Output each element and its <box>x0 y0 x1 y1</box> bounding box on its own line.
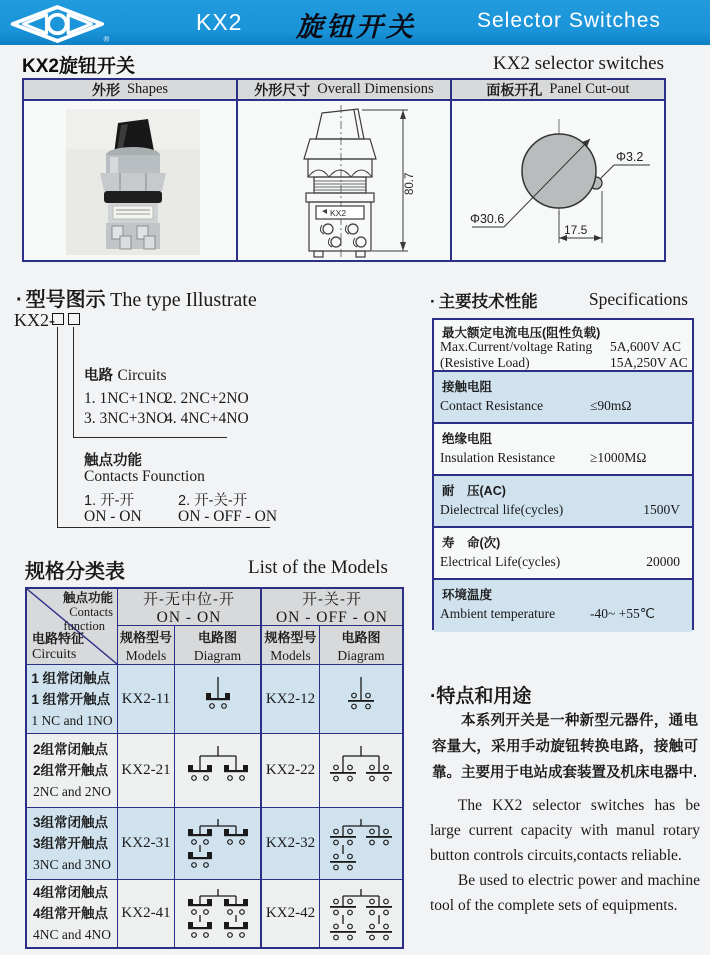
features-title-zh: 特点和用途 <box>436 686 532 707</box>
height-dimension-label: 80.7 <box>404 172 416 195</box>
type-illustrate-heading <box>16 283 257 312</box>
circuit-diagram-cell <box>320 665 402 734</box>
subheader-diagram-en: Diagram <box>193 647 242 663</box>
model-number: KX2-32 <box>265 835 316 851</box>
label-line2: 2组常开触点 <box>33 763 109 778</box>
model-number-cell <box>262 734 320 808</box>
specifications-heading <box>430 288 694 312</box>
specifications-title-en: Specifications <box>588 289 688 309</box>
spec-value-2: 15A,250V AC <box>610 355 688 370</box>
subtitle-zh: KX2旋钮开关 <box>22 56 135 77</box>
spec-value: 5A,600V AC <box>610 339 682 354</box>
spec-label-en: Insulation Resistance <box>440 450 556 465</box>
circuit-symbol <box>317 669 405 729</box>
features-paragraph-zh: 本系列开关是一种新型元器件，通电容量大，采用手动旋钮转换电路，接触可靠。主要用于电站成套装置及机床电器中. <box>432 713 698 781</box>
spec-label-zh: 接触电阻 <box>442 380 493 394</box>
type-illustrate-title-zh: 型号图示 <box>25 289 106 311</box>
model-number: KX2-42 <box>265 905 316 921</box>
label-line2: 1 组常开触点 <box>31 691 111 707</box>
registered-mark: ® <box>103 34 110 44</box>
bullet: · <box>16 289 23 311</box>
circuit-symbol <box>174 814 262 874</box>
label-line1: 2组常闭触点 <box>33 742 109 757</box>
model-number: KX2-31 <box>121 835 171 851</box>
col-dimensions-en: Overall Dimensions <box>317 81 434 97</box>
circuit-symbol <box>174 884 262 944</box>
spec-value: ≤90mΩ <box>590 398 632 413</box>
spec-label-en2: (Resistive Load) <box>440 355 530 370</box>
cutout-notch-label: Φ3.2 <box>616 150 644 164</box>
spec-label-zh: 寿 命(次) <box>442 536 501 550</box>
subheader-diagram-en: Diagram <box>337 647 385 663</box>
model-number-cell <box>262 808 320 880</box>
spec-label-en: Dielectrcal life(cycles) <box>440 502 564 517</box>
spec-value: 1500V <box>643 502 680 517</box>
subheader-diagram-zh: 电路图 <box>341 629 381 645</box>
overview-table-header <box>24 80 664 101</box>
col-header-cutout <box>452 80 664 99</box>
corner-contacts-en1: Contacts <box>69 605 113 619</box>
label-line3: 2NC and 2NO <box>33 784 111 799</box>
model-number-cell <box>118 665 175 734</box>
group-on-off-on-zh: 开-关-开 <box>302 590 362 608</box>
group-on-on-zh: 开-无中位-开 <box>143 590 235 608</box>
bullet: · <box>430 686 437 707</box>
model-number-cell <box>118 880 175 947</box>
circuit-diagram-cell <box>175 734 262 808</box>
subheader-models-en: Models <box>125 647 167 663</box>
group-header-on-off-on <box>262 589 402 626</box>
table-row-label <box>27 880 118 947</box>
col-cutout-zh: 面板开孔 <box>486 81 543 98</box>
circuit-diagram-cell <box>320 734 402 808</box>
model-digit-box-2 <box>68 313 80 325</box>
label-line2: 3组常开触点 <box>33 836 109 851</box>
group-on-off-on-en: ON - OFF - ON <box>275 608 389 626</box>
brand-diamond-eye-logo-icon <box>8 3 116 45</box>
contacts-option-1: 1. 开-开 <box>84 493 134 509</box>
label-line1: 4组常闭触点 <box>33 885 109 900</box>
corner-contacts-en2: function <box>63 619 105 633</box>
label-line3: 3NC and 3NO <box>33 857 111 872</box>
corner-contacts-zh: 触点功能 <box>62 591 113 605</box>
model-number-cell <box>118 808 175 880</box>
model-number: KX2-11 <box>121 690 171 707</box>
col-header-dimensions <box>238 80 452 99</box>
subheader-diagram-2 <box>320 626 402 665</box>
spec-value: 20000 <box>646 554 680 569</box>
label-line2: 4组常开触点 <box>33 906 109 921</box>
spec-label-zh: 环境温度 <box>442 588 493 602</box>
header-bar <box>0 0 710 45</box>
circuits-label-en: Circuits <box>117 367 167 384</box>
corner-cell <box>27 589 118 665</box>
group-header-on-on <box>118 589 262 626</box>
circuits-label-zh: 电路 <box>84 368 113 384</box>
circuits-option-2: 2. 2NC+2NO <box>165 390 249 407</box>
model-number: KX2-21 <box>121 762 171 778</box>
subtitle-en: KX2 selector switches <box>493 53 664 74</box>
subheader-models-1 <box>118 626 175 665</box>
circuit-symbol <box>317 814 405 874</box>
subheader-models-zh: 规格型号 <box>119 629 172 645</box>
contacts-option-2: 2. 开-关-开 <box>178 493 248 509</box>
spec-label-en: Electrical Life(cycles) <box>440 554 561 569</box>
model-number-cell <box>118 734 175 808</box>
spec-label-zh: 耐 压(AC) <box>442 484 506 498</box>
circuit-diagram-cell <box>320 808 402 880</box>
circuit-diagram-cell <box>175 880 262 947</box>
model-number: KX2-22 <box>265 762 316 778</box>
circuits-label <box>84 364 167 385</box>
label-line1: 1 组常闭触点 <box>31 670 111 686</box>
spec-row-max-rating <box>434 320 692 372</box>
subheader-diagram-1 <box>175 626 262 665</box>
header-title-en: Selector Switches <box>477 9 661 32</box>
spec-label-en: Ambient temperature <box>440 606 556 621</box>
col-cutout-en: Panel Cut-out <box>549 81 630 97</box>
dimensions-drawing-cell <box>238 101 452 260</box>
contacts-on-sequence-2: ON - OFF - ON <box>178 508 278 525</box>
contacts-on-sequence-1: ON - ON <box>84 508 142 525</box>
selector-switch-photo <box>58 107 208 257</box>
cutout-offset-label: 17.5 <box>564 223 588 237</box>
specifications-table <box>432 318 694 630</box>
model-number: KX2-12 <box>265 690 316 707</box>
group-on-on-en: ON - ON <box>156 608 222 626</box>
model-number-cell <box>262 880 320 947</box>
table-row-label <box>27 734 118 808</box>
cutout-diameter-label: Φ30.6 <box>470 212 505 226</box>
spec-row-insulation-resistance <box>434 424 692 476</box>
col-shapes-en: Shapes <box>126 81 169 97</box>
overview-table <box>22 78 666 262</box>
col-shapes-zh: 外形 <box>91 81 120 98</box>
label-line3: 4NC and 4NO <box>33 927 111 942</box>
spec-row-ambient-temperature <box>434 580 692 632</box>
spec-label-zh: 绝缘电阻 <box>442 432 493 446</box>
table-row-label <box>27 808 118 880</box>
spec-row-contact-resistance <box>434 372 692 424</box>
col-header-shapes <box>24 80 238 99</box>
models-table <box>25 587 404 949</box>
table-row-label <box>27 665 118 734</box>
circuits-option-3: 3. 3NC+3NO <box>84 410 168 427</box>
model-number: KX2-41 <box>121 905 171 921</box>
cutout-drawing-cell <box>452 101 664 260</box>
spec-label-zh: 最大额定电流电压(阻性负载) <box>442 326 601 340</box>
overall-dimensions-drawing <box>256 103 436 261</box>
spec-label-en: Contact Resistance <box>440 398 544 413</box>
subheader-models-zh: 规格型号 <box>264 629 317 645</box>
spec-value: ≥1000MΩ <box>590 450 647 465</box>
subheader-models-2 <box>262 626 320 665</box>
specifications-title-zh: 主要技术性能 <box>438 293 538 311</box>
spec-label-en: Max.Current/voltage Rating <box>440 339 593 354</box>
features-paragraph-en1: The KX2 selector switches has be large current capacity with manul rotary button controls circuits,contacts reliable. <box>430 797 700 864</box>
contacts-label-en2: Founction <box>142 468 205 485</box>
subheader-models-en: Models <box>270 647 311 663</box>
label-line1: 3组常闭触点 <box>33 815 109 830</box>
header-title-zh: 旋钮开关 <box>296 12 416 42</box>
corner-circuits-zh: 电路特征 <box>32 631 85 646</box>
models-title-en: List of the Models <box>248 557 388 578</box>
circuit-diagram-cell <box>320 880 402 947</box>
model-digit-box-1 <box>52 313 64 325</box>
bullet: · <box>430 292 436 311</box>
features-heading <box>430 681 531 708</box>
circuits-option-1: 1. 1NC+1NO <box>84 390 168 407</box>
header-product-code: KX2 <box>196 9 243 35</box>
features-paragraph-en2: Be used to electric power and machine tool of the complete sets of equipments. <box>430 872 700 914</box>
type-illustrate-title-en: The type Illustrate <box>110 289 257 311</box>
circuit-symbol <box>174 741 262 801</box>
label-line3: 1 NC and 1NO <box>31 712 113 728</box>
circuit-diagram-cell <box>175 665 262 734</box>
contacts-label-en1: Contacts <box>84 468 139 485</box>
spec-value: -40~ +55℃ <box>590 606 655 621</box>
contacts-label-zh: 触点功能 <box>84 453 142 469</box>
drawing-body-label: KX2 <box>330 208 347 218</box>
circuits-option-4: 4. 4NC+4NO <box>165 410 249 427</box>
corner-circuits-en: Circuits <box>32 647 77 662</box>
spec-row-electrical-life <box>434 528 692 580</box>
circuit-symbol <box>317 884 405 944</box>
model-prefix: KX2- <box>14 310 55 330</box>
model-number-cell <box>262 665 320 734</box>
models-title-zh: 规格分类表 <box>25 561 125 583</box>
subheader-diagram-zh: 电路图 <box>197 629 237 645</box>
circuit-symbol <box>317 741 405 801</box>
col-dimensions-zh: 外形尺寸 <box>254 81 311 98</box>
circuit-symbol <box>174 669 262 729</box>
circuit-diagram-cell <box>175 808 262 880</box>
panel-cutout-drawing <box>454 111 664 259</box>
spec-row-dielectric <box>434 476 692 528</box>
product-photo-cell <box>24 101 238 260</box>
